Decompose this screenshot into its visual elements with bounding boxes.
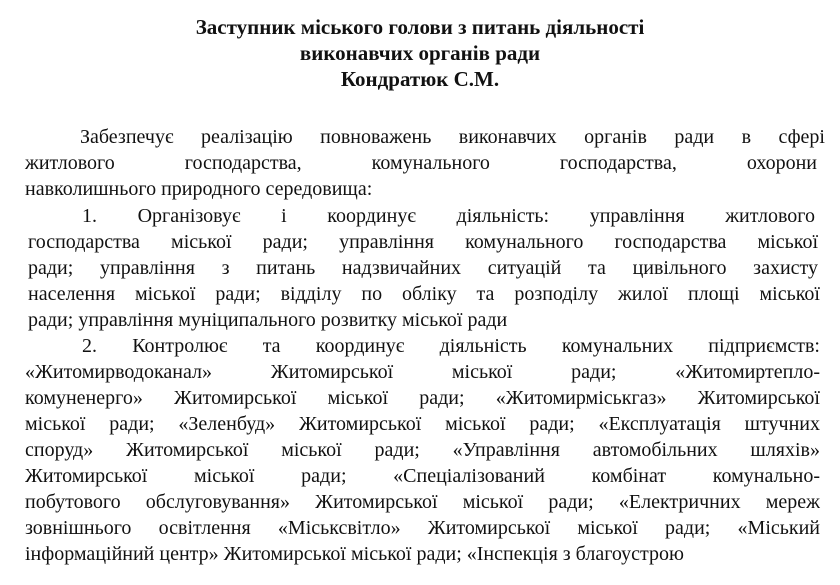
intro-line: Забезпечує реалізацію повноважень виконавчих органів ради в сфері (80, 126, 825, 148)
item1-line: господарства міської ради; управління комунального господарства міської (28, 231, 818, 253)
intro-line: навколишнього природного середовища: (25, 178, 373, 200)
item2-line: Житомирської міської ради; «Спеціалізований комбінат комунально- (25, 465, 820, 487)
item2-line: споруд» Житомирської міської ради; «Управління автомобільних шляхів» (25, 439, 820, 461)
item1-line: ради; управління муніципального розвитку міської ради (28, 309, 508, 331)
item2-line: 2. Контролює та координує діяльність комунальних підприємств: (82, 335, 820, 357)
item2-line: зовнішнього освітлення «Міськсвітло» Житомирської міської ради; «Міський (25, 517, 820, 539)
item2-line: «Житомирводоканал» Житомирської міської ради; «Житомиртепло- (25, 361, 820, 383)
title-line-2: виконавчих органів ради (299, 41, 541, 65)
title-line-1: Заступник міського голови з питань діяльності (195, 15, 645, 39)
item1-line: 1. Організовує і координує діяльність: управління житлового (82, 205, 815, 227)
title-official-name: Кондратюк С.М. (340, 67, 500, 91)
item1-line: ради; управління з питань надзвичайних ситуацій та цивільного захисту (28, 257, 818, 279)
item2-line: комуненерго» Житомирської міської ради; «Житомирміськгаз» Житомирської (25, 387, 820, 409)
item2-line: побутового обслуговування» Житомирської міської ради; «Електричних мереж (25, 491, 820, 513)
item1-line: населення міської ради; відділу по обліку та розподілу жилої площі міської (28, 283, 820, 305)
intro-line: житлового господарства, комунального господарства, охорони (25, 152, 817, 174)
item2-line: міської ради; «Зеленбуд» Житомирської міської ради; «Експлуатація штучних (25, 413, 820, 435)
item2-line: інформаційний центр» Житомирської міської ради; «Інспекція з благоустрою (25, 543, 684, 565)
